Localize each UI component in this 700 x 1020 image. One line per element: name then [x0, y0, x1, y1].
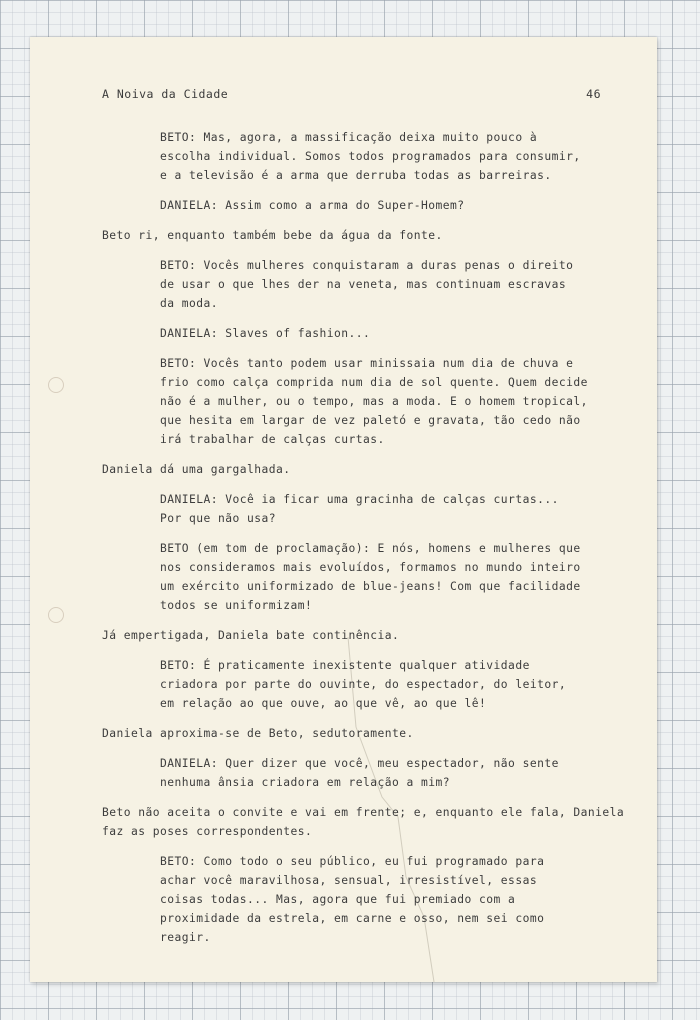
paragraph-gap [30, 449, 657, 460]
paragraph-gap [30, 615, 657, 626]
dialogue-block [30, 354, 657, 449]
page-number: 46 [586, 87, 601, 101]
page-header [102, 87, 601, 103]
paragraph-gap [30, 743, 657, 754]
script-line: em relação ao que ouve, ao que vê, ao que lê! [160, 697, 487, 710]
script-line: BETO: Vocês mulheres conquistaram a duras penas o direito [160, 259, 574, 272]
script-line: DANIELA: Você ia ficar uma gracinha de calças curtas... [160, 493, 559, 506]
script-line: escolha individual. Somos todos programados para consumir, [160, 150, 581, 163]
dialogue-block [30, 539, 657, 615]
script-line: Daniela dá uma gargalhada. [102, 463, 291, 476]
paragraph-gap [30, 245, 657, 256]
dialogue-block [30, 256, 657, 313]
script-line: DANIELA: Assim como a arma do Super-Homem? [160, 199, 465, 212]
paragraph-gap [30, 215, 657, 226]
dialogue-block [30, 324, 657, 343]
script-line: reagir. [160, 931, 211, 944]
dialogue-block [30, 196, 657, 215]
dialogue-block [30, 490, 657, 528]
stage-direction [30, 626, 657, 645]
stage-direction [30, 803, 657, 841]
script-line: de usar o que lhes der na veneta, mas continuam escravas [160, 278, 567, 291]
script-line: criadora por parte do ouvinte, do espectador, do leitor, [160, 678, 567, 691]
script-line: irá trabalhar de calças curtas. [160, 433, 385, 446]
script-line: um exército uniformizado de blue-jeans! Com que facilidade [160, 580, 581, 593]
script-line: DANIELA: Quer dizer que você, meu espectador, não sente [160, 757, 559, 770]
script-line: faz as poses correspondentes. [102, 825, 313, 838]
paragraph-gap [30, 185, 657, 196]
dialogue-block [30, 852, 657, 947]
script-line: e a televisão é a arma que derruba todas as barreiras. [160, 169, 552, 182]
dialogue-block [30, 128, 657, 185]
paragraph-gap [30, 313, 657, 324]
script-line: coisas todas... Mas, agora que fui premiado com a [160, 893, 516, 906]
script-line: DANIELA: Slaves of fashion... [160, 327, 371, 340]
script-line: achar você maravilhosa, sensual, irresistível, essas [160, 874, 538, 887]
paragraph-gap [30, 343, 657, 354]
script-line: Beto ri, enquanto também bebe da água da fonte. [102, 229, 443, 242]
script-line: proximidade da estrela, em carne e osso, nem sei como [160, 912, 545, 925]
script-line: não é a mulher, ou o tempo, mas a moda. E o homem tropical, [160, 395, 588, 408]
paragraph-gap [30, 528, 657, 539]
script-body [30, 128, 657, 947]
script-line: BETO: É praticamente inexistente qualquer atividade [160, 659, 530, 672]
script-line: BETO (em tom de proclamação): E nós, homens e mulheres que [160, 542, 581, 555]
paragraph-gap [30, 713, 657, 724]
script-line: nenhuma ânsia criadora em relação a mim? [160, 776, 451, 789]
script-line: Por que não usa? [160, 512, 277, 525]
dialogue-block [30, 754, 657, 792]
script-page [30, 37, 657, 982]
script-line: Beto não aceita o convite e vai em frente; e, enquanto ele fala, Daniela [102, 806, 625, 819]
script-line: BETO: Mas, agora, a massificação deixa muito pouco à [160, 131, 538, 144]
paragraph-gap [30, 841, 657, 852]
script-line: BETO: Vocês tanto podem usar minissaia num dia de chuva e [160, 357, 574, 370]
script-title: A Noiva da Cidade [102, 87, 229, 101]
stage-direction [30, 226, 657, 245]
script-line: todos se uniformizam! [160, 599, 313, 612]
stage-direction [30, 724, 657, 743]
paragraph-gap [30, 792, 657, 803]
script-line: Daniela aproxima-se de Beto, sedutoramente. [102, 727, 414, 740]
paragraph-gap [30, 479, 657, 490]
script-line: Já empertigada, Daniela bate continência. [102, 629, 400, 642]
paragraph-gap [30, 645, 657, 656]
stage-direction [30, 460, 657, 479]
script-line: nos consideramos mais evoluídos, formamos no mundo inteiro [160, 561, 581, 574]
script-line: da moda. [160, 297, 219, 310]
script-line: BETO: Como todo o seu público, eu fui programado para [160, 855, 545, 868]
dialogue-block [30, 656, 657, 713]
script-line: que hesita em largar de vez paletó e gravata, tão cedo não [160, 414, 581, 427]
script-line: frio como calça comprida num dia de sol quente. Quem decide [160, 376, 588, 389]
